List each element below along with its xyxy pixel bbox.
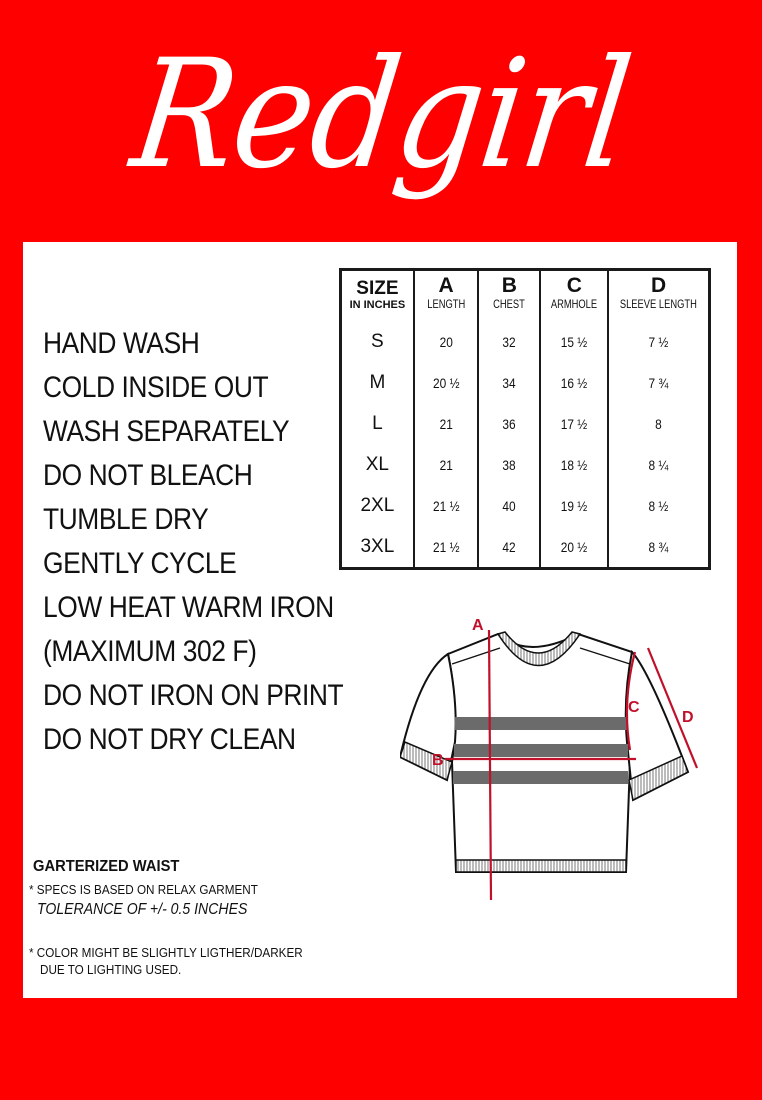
stripe (453, 771, 628, 784)
label-b: B (432, 752, 444, 769)
stripe (454, 744, 628, 757)
care-item: HAND WASH (43, 327, 200, 360)
armhole-header: C ARMHOLE (540, 270, 608, 322)
garterized-waist-note: GARTERIZED WAIST (33, 858, 180, 875)
color-note: * COLOR MIGHT BE SLIGHTLY LIGTHER/DARKER (29, 945, 303, 960)
notes (29, 858, 333, 977)
color-note-cont: DUE TO LIGHTING USED. (40, 962, 182, 977)
care-item: (MAXIMUM 302 F) (43, 635, 257, 668)
table-row: S 20 32 15 ½ 7 ½ (341, 321, 710, 362)
table-row: 3XL 21 ½ 42 20 ½ 8 ¾ (341, 526, 710, 569)
care-item: DO NOT IRON ON PRINT (43, 679, 344, 712)
table-row: L 21 36 17 ½ 8 (341, 403, 710, 444)
size-chart-panel (23, 242, 737, 998)
label-c: C (628, 699, 640, 716)
care-item: GENTLY CYCLE (43, 547, 237, 580)
brand-logo (0, 10, 762, 230)
stripe (455, 717, 627, 730)
length-header: A LENGTH (414, 270, 479, 322)
size-table (339, 268, 711, 570)
care-instructions-list (43, 322, 384, 762)
care-item: LOW HEAT WARM IRON (43, 591, 334, 624)
label-a: A (472, 617, 484, 634)
care-item: DO NOT BLEACH (43, 459, 253, 492)
tolerance-note: TOLERANCE OF +/- 0.5 INCHES (37, 901, 248, 918)
care-item: DO NOT DRY CLEAN (43, 723, 296, 756)
shirt-measurement-diagram (400, 612, 720, 902)
care-item: WASH SEPARATELY (43, 415, 290, 448)
chest-header: B CHEST (478, 270, 540, 322)
sleeve-length-header: D SLEEVE LENGTH (608, 270, 709, 322)
care-item: TUMBLE DRY (43, 503, 209, 536)
table-row: 2XL 21 ½ 40 19 ½ 8 ½ (341, 485, 710, 526)
size-header: SIZE IN INCHES (341, 270, 414, 322)
table-row: XL 21 38 18 ½ 8 ¼ (341, 444, 710, 485)
specs-note: * SPECS IS BASED ON RELAX GARMENT (29, 882, 258, 897)
label-d: D (682, 709, 694, 726)
size-table-header (341, 270, 710, 322)
brand-name: Redgirl (123, 28, 639, 202)
table-row: M 20 ½ 34 16 ½ 7 ¾ (341, 362, 710, 403)
care-item: COLD INSIDE OUT (43, 371, 269, 404)
